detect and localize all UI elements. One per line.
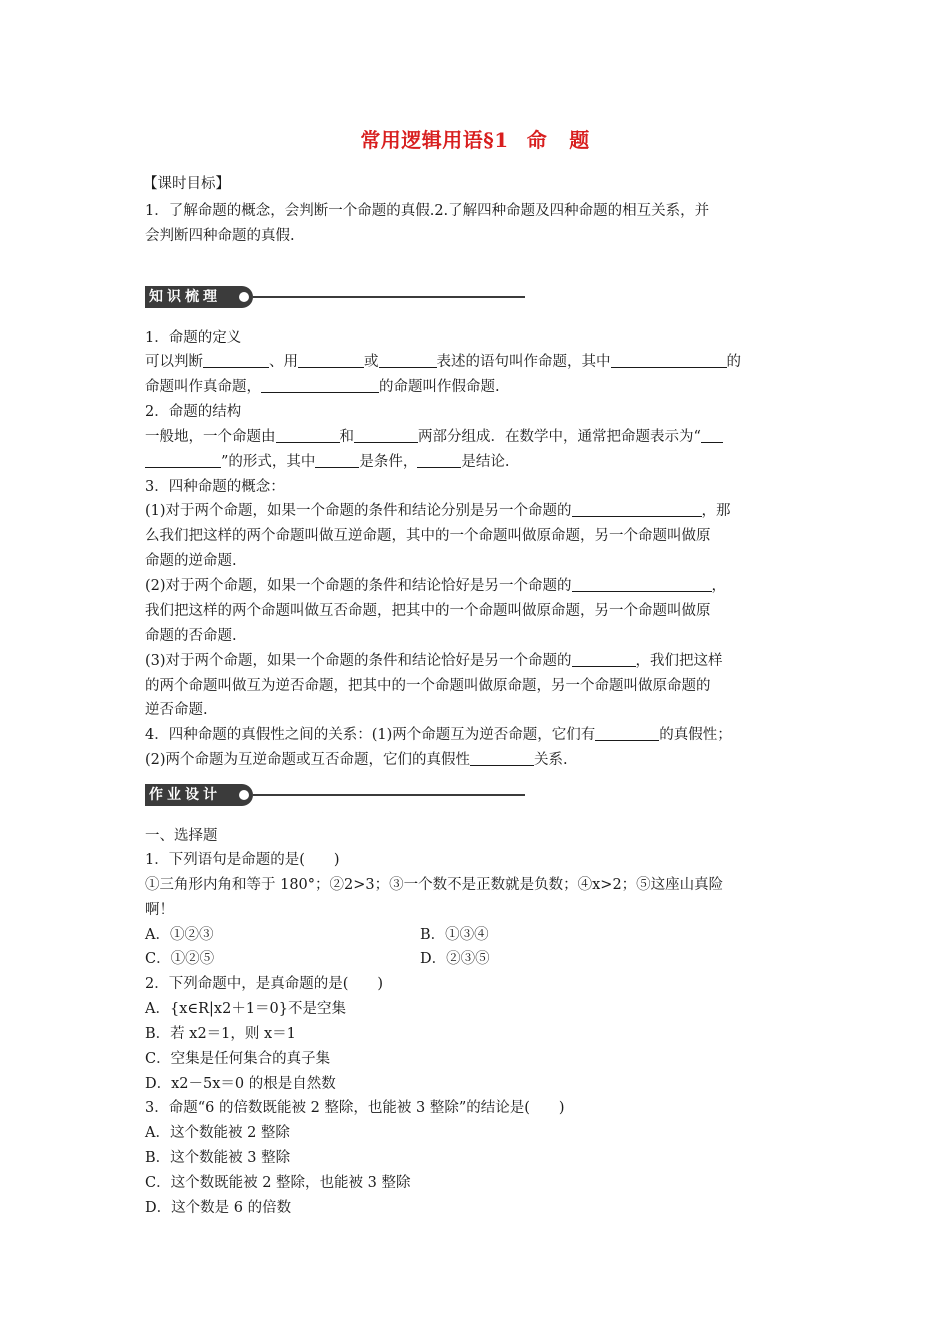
q3-option-d: D．这个数是 6 的倍数 <box>145 1200 292 1216</box>
fill-blank <box>354 428 418 443</box>
title-char-2: 题 <box>569 128 590 152</box>
k1-line-1: 可以判断 、用 或 表述的语句叫作命题，其中 的 <box>145 354 741 370</box>
q1-stem: 1．下列语句是命题的是( ) <box>145 852 340 868</box>
section-title-knowledge: 知识梳理 <box>145 286 253 308</box>
q3-option-a: A．这个数能被 2 整除 <box>145 1125 290 1141</box>
fill-blank <box>572 577 712 592</box>
q2-option-c: C．空集是任何集合的真子集 <box>145 1051 331 1067</box>
q3-option-b: B．这个数能被 3 整除 <box>145 1150 291 1166</box>
section-banner-knowledge <box>145 286 525 308</box>
q1-option-c: C．①②⑤ <box>145 951 215 967</box>
banner-rule <box>253 794 525 796</box>
banner-dot-icon <box>239 292 249 302</box>
k2-line-2: ”的形式，其中 是条件， 是结论. <box>145 452 510 472</box>
fill-blank <box>203 353 269 368</box>
fill-blank <box>572 502 702 517</box>
k3-p3-line-2: 的两个命题叫做互为逆否命题，把其中的一个命题叫做原命题，另一个命题叫做原命题的 <box>145 678 711 694</box>
fill-blank <box>261 378 379 393</box>
section-banner-homework <box>145 784 525 806</box>
q1-option-a: A．①②③ <box>145 927 214 943</box>
k4-line-2: (2)两个命题为互逆命题或互否命题，它们的真假性 关系. <box>145 752 568 768</box>
fill-blank <box>276 428 340 443</box>
k3-p3-line-3: 逆否命题. <box>145 702 208 718</box>
k3-p1-line-2: 么我们把这样的两个命题叫做互逆命题，其中的一个命题叫做原命题，另一个命题叫做原 <box>145 528 711 544</box>
q1-option-d: D．②③⑤ <box>420 951 490 967</box>
k3-p2-line-1: (2)对于两个命题，如果一个命题的条件和结论恰好是另一个命题的 ， <box>145 578 727 594</box>
fill-blank <box>298 353 364 368</box>
q2-stem: 2．下列命题中，是真命题的是( ) <box>145 976 384 992</box>
title-main: 常用逻辑用语§1 <box>360 128 509 152</box>
k3-p3-line-1: (3)对于两个命题，如果一个命题的条件和结论恰好是另一个命题的 ，我们把这样 <box>145 653 723 669</box>
q2-option-a: A．{x∈R|x2＋1＝0}不是空集 <box>145 1001 346 1017</box>
k2-line-1: 一般地，一个命题由 和 两部分组成．在数学中，通常把命题表示为“ <box>145 427 723 447</box>
objective-header: 【课时目标】 <box>143 176 230 192</box>
title-char-1: 命 <box>526 128 548 152</box>
banner-rule <box>253 296 525 298</box>
k1-line-2: 命题叫作真命题， 的命题叫作假命题. <box>145 379 500 395</box>
k3-p2-line-2: 我们把这样的两个命题叫做互否命题，把其中的一个命题叫做原命题，另一个命题叫做原 <box>145 603 711 619</box>
q1-option-b: B．①③④ <box>420 927 489 943</box>
fill-blank <box>595 726 659 741</box>
fill-blank <box>611 353 727 368</box>
part-one-heading: 一、选择题 <box>145 828 218 844</box>
fill-blank <box>145 453 221 468</box>
fill-blank <box>470 751 534 766</box>
q3-stem: 3．命题“6 的倍数既能被 2 整除，也能被 3 整除”的结论是( ) <box>145 1100 565 1116</box>
k3-p1-line-1: (1)对于两个命题，如果一个命题的条件和结论分别是另一个命题的 ，那 <box>145 503 731 519</box>
section-title-homework: 作业设计 <box>145 784 253 806</box>
fill-blank <box>417 453 461 468</box>
objective-line-2: 会判断四种命题的真假. <box>145 228 295 244</box>
k2-heading: 2．命题的结构 <box>145 404 242 420</box>
page-title <box>0 124 950 153</box>
fill-blank <box>701 428 723 443</box>
q1-body-2: 啊！ <box>145 902 174 918</box>
k1-heading: 1．命题的定义 <box>145 330 242 346</box>
k3-p1-line-3: 命题的逆命题. <box>145 553 237 569</box>
k3-p2-line-3: 命题的否命题. <box>145 628 237 644</box>
objective-line-1: 1．了解命题的概念，会判断一个命题的真假.2.了解四种命题及四种命题的相互关系，并 <box>145 203 710 219</box>
k4-line-1: 4．四种命题的真假性之间的关系：(1)两个命题互为逆否命题，它们有 的真假性； <box>145 727 732 743</box>
fill-blank <box>379 353 437 368</box>
q2-option-b: B．若 x2＝1，则 x＝1 <box>145 1026 296 1042</box>
q3-option-c: C．这个数既能被 2 整除，也能被 3 整除 <box>145 1175 411 1191</box>
q1-body-1: ①三角形内角和等于 180°；②2>3；③一个数不是正数就是负数；④x>2；⑤这座山真险 <box>145 877 724 893</box>
fill-blank <box>572 652 636 667</box>
fill-blank <box>315 453 359 468</box>
q2-option-d: D．x2－5x＝0 的根是自然数 <box>145 1076 336 1092</box>
k3-heading: 3．四种命题的概念： <box>145 479 285 495</box>
banner-dot-icon <box>239 790 249 800</box>
